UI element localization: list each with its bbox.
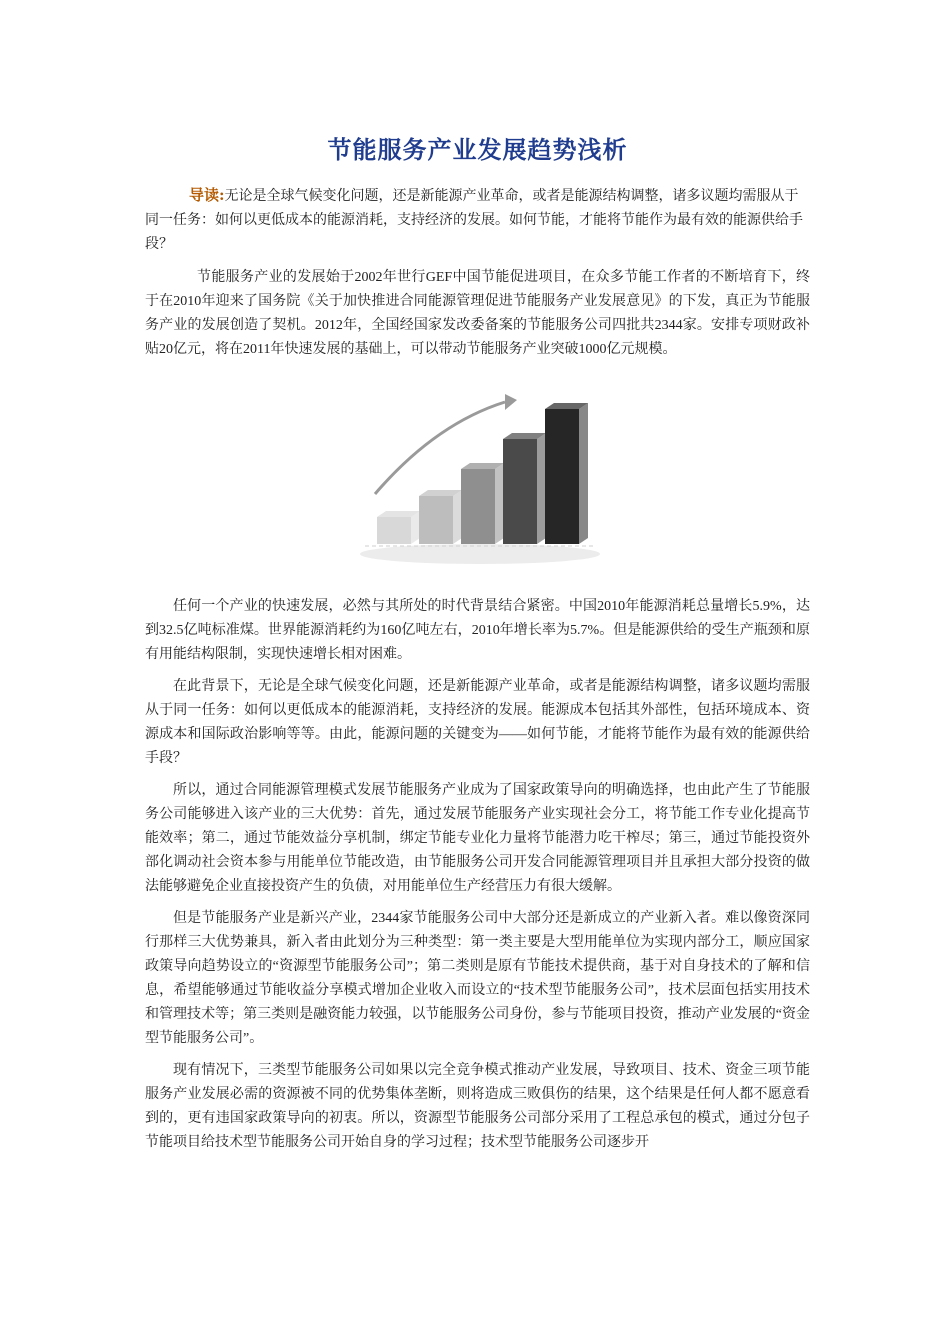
illustration-svg bbox=[355, 384, 605, 569]
body-paragraph: 节能服务产业的发展始于2002年世行GEF中国节能促进项目，在众多节能工作者的不断培育下，终于在2010年迎来了国务院《关于加快推进合同能源管理促进节能服务产业发展意见》的下发，真正为节能服务产业的发展创造了契机。2012年，全国经国家发改委备案的节能服务公司四批共2344家。安排专项财政补贴20亿元，将在2011年快速发展的基础上，可以带动节能服务产业突破1000亿元规模。 bbox=[145, 270, 810, 357]
bar-front bbox=[503, 439, 537, 544]
bar-front bbox=[419, 496, 453, 544]
lead-paragraph bbox=[145, 183, 810, 256]
growth-bar-chart-illustration bbox=[355, 384, 605, 569]
body-paragraph: 现有情况下，三类型节能服务公司如果以完全竞争模式推动产业发展，导致项目、技术、资金三项节能服务产业发展必需的资源被不同的优势集体垄断，则将造成三败俱伤的结果，这个结果是任何人都不愿意看到的，更有违国家政策导向的初衷。所以，资源型节能服务公司部分采用了工程总承包的模式，通过分包子节能项目给技术型节能服务公司开始自身的学习过程；技术型节能服务公司逐步开 bbox=[145, 1063, 810, 1150]
growth-arrow-head bbox=[505, 394, 517, 410]
body-paragraph: 所以，通过合同能源管理模式发展节能服务产业成为了国家政策导向的明确选择，也由此产生了节能服务公司能够进入该产业的三大优势：首先，通过发展节能服务产业实现社会分工，将节能工作专业化提高节能效率；第二，通过节能效益分享机制，绑定节能专业化力量将节能潜力吃干榨尽；第三，通过节能投资外部化调动社会资本参与用能单位节能改造，由节能服务公司开发合同能源管理项目并且承担大部分投资的做法能够避免企业直接投资产生的负债，对用能单位生产经营压力有很大缓解。 bbox=[145, 783, 810, 894]
body-paragraph: 在此背景下，无论是全球气候变化问题，还是新能源产业革命，或者是能源结构调整，诸多议题均需服从于同一任务：如何以更低成本的能源消耗，支持经济的发展。能源成本包括其外部性，包括环境成本、资源成本和国际政治影响等等。由此，能源问题的关键变为——如何节能，才能将节能作为最有效的能源供给手段？ bbox=[145, 679, 810, 766]
bar-front bbox=[377, 517, 411, 544]
bar-side bbox=[579, 403, 588, 544]
lead-label: 导读: bbox=[189, 186, 225, 204]
floor-shadow bbox=[360, 544, 600, 564]
body-paragraph: 任何一个产业的快速发展，必然与其所处的时代背景结合紧密。中国2010年能源消耗总量增长5.9%，达到32.5亿吨标准煤。世界能源消耗约为160亿吨左右，2010年增长率为5.7%。但是能源供给的受生产瓶颈和原有用能结构限制，实现快速增长相对困难。 bbox=[145, 599, 810, 662]
bar-front bbox=[545, 409, 579, 544]
bar-side bbox=[537, 433, 546, 544]
bar-side bbox=[453, 490, 462, 544]
body-paragraph: 但是节能服务产业是新兴产业，2344家节能服务公司中大部分还是新成立的产业新入者。难以像资深同行那样三大优势兼具，新入者由此划分为三种类型：第一类主要是大型用能单位为实现内部分工，顺应国家政策导向趋势设立的“资源型节能服务公司”；第二类则是原有节能技术提供商，基于对自身技术的了解和信息，希望能够通过节能收益分享模式增加企业收入而设立的“技术型节能服务公司”，技术层面包括实用技术和管理技术等；第三类则是融资能力较强，以节能服务公司身份，参与节能项目投资，推动产业发展的“资金型节能服务公司”。 bbox=[145, 911, 810, 1046]
article-body bbox=[145, 130, 810, 1163]
lead-text: 无论是全球气候变化问题，还是新能源产业革命，或者是能源结构调整，诸多议题均需服从于同一任务：如何以更低成本的能源消耗，支持经济的发展。如何节能，才能将节能作为最有效的能源供给手段？ bbox=[145, 188, 803, 252]
bar-front bbox=[461, 469, 495, 544]
bar-side bbox=[495, 463, 504, 544]
article-title: 节能服务产业发展趋势浅析 bbox=[327, 135, 628, 164]
